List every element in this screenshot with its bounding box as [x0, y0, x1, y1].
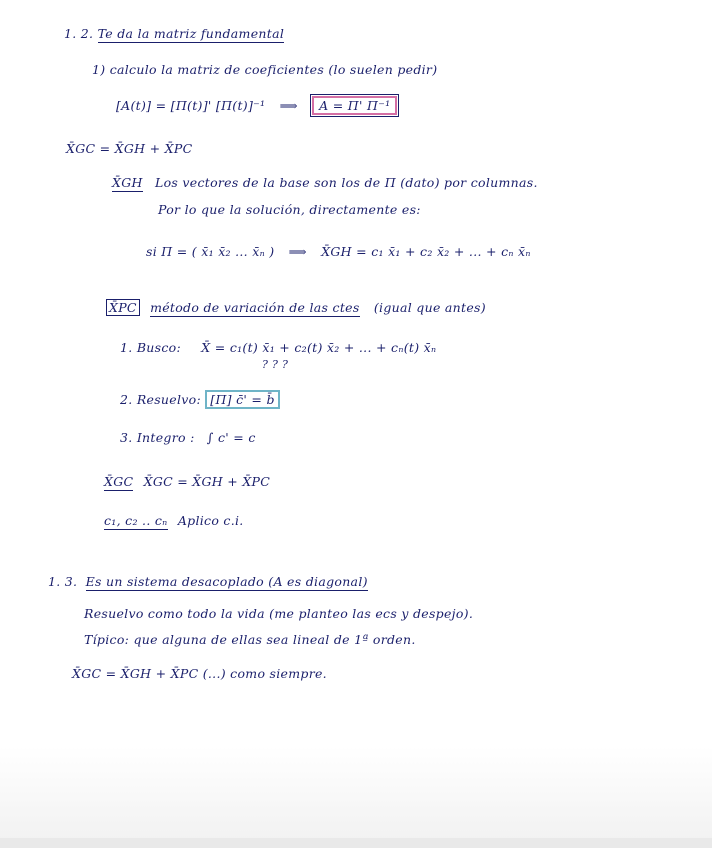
boxed-system: [Π] c̄' = b̄: [205, 390, 280, 409]
step-expr: ∫ c' = c: [206, 430, 256, 445]
section-title: Te da la matriz fundamental: [97, 26, 285, 41]
xgh-line-1: [112, 175, 538, 190]
xgh-text-2: Por lo que la solución, directamente es:: [158, 202, 421, 217]
xgc-label: X̄GC: [104, 474, 134, 489]
section-number: 1. 2.: [64, 26, 94, 41]
step-question-marks: ? ? ?: [262, 358, 289, 371]
sec13-text-1: Resuelvo como todo la vida (me planteo las ecs y despejo).: [84, 606, 474, 621]
constants-expr: Aplico c.i.: [177, 513, 244, 528]
formula-a-lhs: [A(t)] = [Π(t)]' [Π(t)]⁻¹: [116, 98, 266, 113]
step-verb: Resuelvo:: [136, 392, 201, 407]
section-heading: [64, 26, 284, 41]
xpc-method: método de variación de las ctes: [150, 300, 360, 315]
step-verb: Busco:: [136, 340, 182, 355]
step-number: 2.: [120, 392, 133, 407]
step-busco: [120, 340, 436, 355]
xgh-label: X̄GH: [112, 175, 143, 190]
section-heading: [48, 574, 368, 589]
sec13-text-2: Típico: que alguna de ellas sea lineal de 1ª orden.: [84, 632, 416, 647]
step-1-text: 1) calculo la matriz de coeficientes (lo suelen pedir): [92, 62, 438, 77]
constants-label: c₁, c₂ .. cₙ: [104, 513, 168, 528]
step-resuelvo: [120, 390, 280, 409]
constants-line: [104, 513, 244, 528]
page-bottom-shadow: [0, 838, 712, 848]
step-number: 1.: [120, 340, 133, 355]
implies-arrow: ⟹: [279, 98, 298, 113]
xpc-note: (igual que antes): [373, 300, 486, 315]
section-title: Es un sistema desacoplado (A es diagonal): [85, 574, 368, 589]
sec13-text-3: X̄GC = X̄GH + X̄PC (...) como siempre.: [72, 666, 327, 681]
xgh-text-1: Los vectores de la base son los de Π (dato) por columnas.: [154, 175, 538, 190]
xgh-matrix: si Π = ( x̄₁ x̄₂ ... x̄ₙ ): [146, 244, 275, 259]
xpc-heading: [106, 300, 486, 315]
xgc-definition: X̄GC = X̄GH + X̄PC: [66, 141, 193, 156]
xpc-label: X̄PC: [106, 299, 140, 316]
step-number: 3.: [120, 430, 133, 445]
formula-a: [116, 96, 397, 115]
xgh-matrix-line: [146, 244, 531, 259]
xgc-line: [104, 474, 270, 489]
xgc-expr: X̄GC = X̄GH + X̄PC: [143, 474, 271, 489]
step-integro: [120, 430, 256, 445]
implies-arrow-2: ⟹: [288, 244, 307, 259]
boxed-formula-a: A = Π' Π⁻¹: [312, 96, 397, 115]
step-verb: Integro :: [136, 430, 195, 445]
section-number: 1. 3.: [48, 574, 78, 589]
xgh-solution: X̄GH = c₁ x̄₁ + c₂ x̄₂ + ... + cₙ x̄ₙ: [321, 244, 531, 259]
step-expr: X̄ = c₁(t) x̄₁ + c₂(t) x̄₂ + ... + cₙ(t) x̄ₙ: [201, 340, 437, 355]
